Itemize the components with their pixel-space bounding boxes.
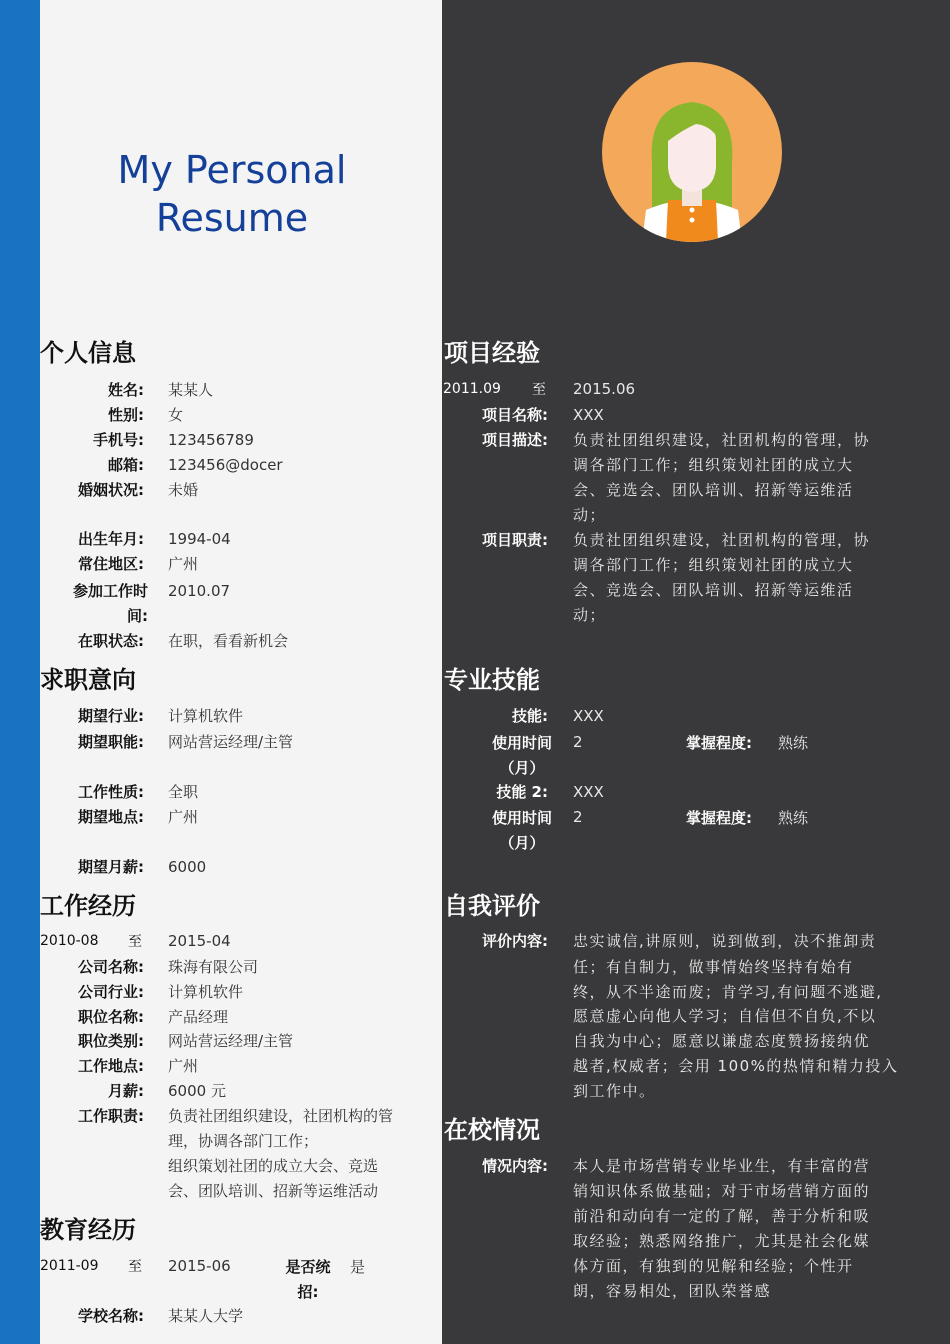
field-value: 网站营运经理/主管 <box>168 733 294 751</box>
field-value: 广州 <box>168 808 199 826</box>
field-value: 网站营运经理/主管 <box>168 1032 294 1050</box>
field-label: 月薪: <box>108 1082 144 1100</box>
edu-date-separator: 至 <box>128 1259 142 1275</box>
field-value: 广州 <box>168 1057 199 1075</box>
eval-line: 终，从不半途而废；肯学习,有问题不逃避, <box>573 983 883 1001</box>
duty-line: 动； <box>573 606 607 624</box>
field-label: 公司行业: <box>78 983 144 1001</box>
work-end-date: 2015-04 <box>168 932 231 950</box>
field-value: 2010.07 <box>168 582 231 600</box>
duty-line: 会、团队培训、招新等运维活动 <box>168 1182 379 1200</box>
campus-line: 前沿和动向有一定的了解，善于分析和吸 <box>573 1207 871 1225</box>
field-label: 性别: <box>108 406 144 424</box>
project-date-separator: 至 <box>532 382 546 398</box>
eval-line: 到工作中。 <box>573 1082 656 1100</box>
field-value: 全职 <box>168 783 199 801</box>
skill-level-value: 熟练 <box>778 809 809 827</box>
field-label: 出生年月: <box>78 530 144 548</box>
field-label: 常住地区: <box>78 555 144 573</box>
skill-time-value: 2 <box>573 733 583 751</box>
field-value: 女 <box>168 406 184 424</box>
skill-level-label: 掌握程度: <box>686 734 752 752</box>
field-label: 邮箱: <box>108 456 144 474</box>
campus-line: 体方面，有独到的见解和经验；个性开 <box>573 1257 854 1275</box>
field-label: 工作性质: <box>78 783 144 801</box>
eval-line: 自我为中心；愿意以谦虚态度赞扬接纳优 <box>573 1032 871 1050</box>
section-heading-work-experience: 工作经历 <box>40 892 136 920</box>
field-value: 1994-04 <box>168 530 231 548</box>
desc-line: 动； <box>573 506 607 524</box>
eval-line: 越者,权威者；会用 100%的热情和精力投入 <box>573 1057 899 1075</box>
skill-time-label: 使用时间（月） <box>491 809 552 852</box>
section-heading-education: 教育经历 <box>40 1216 136 1244</box>
field-label: 期望月薪: <box>78 858 144 876</box>
field-value: 6000 <box>168 858 207 876</box>
field-label: 期望行业: <box>78 707 144 725</box>
skill-level-label: 掌握程度: <box>686 809 752 827</box>
skill-level-value: 熟练 <box>778 734 809 752</box>
field-value: 未婚 <box>168 481 199 499</box>
duty-line: 负责社团组织建设，社团机构的管 <box>168 1107 394 1125</box>
section-heading-self-evaluation: 自我评价 <box>444 892 540 920</box>
field-label: 姓名: <box>108 381 144 399</box>
desc-line: 会、竞选会、团队培训、招新等运维活 <box>573 481 854 499</box>
edu-start-date: 2011-09 <box>40 1258 99 1274</box>
project-start-date: 2011.09 <box>443 381 501 397</box>
field-label: 手机号: <box>93 431 144 449</box>
field-value: 计算机软件 <box>168 983 244 1001</box>
field-label: 工作地点: <box>78 1057 144 1075</box>
field-label: 学校名称: <box>78 1307 144 1325</box>
field-label: 评价内容: <box>482 932 548 950</box>
field-label: 在职状态: <box>78 632 144 650</box>
skill-time-label: 使用时间（月） <box>491 734 552 777</box>
skill-label: 技能: <box>512 707 548 725</box>
field-label: 职位类别: <box>78 1032 144 1050</box>
field-value: XXX <box>573 406 604 424</box>
skill-time-value: 2 <box>573 808 583 826</box>
field-label: 项目名称: <box>482 406 548 424</box>
work-date-separator: 至 <box>128 934 142 950</box>
duty-line: 组织策划社团的成立大会、竞选 <box>168 1157 379 1175</box>
section-heading-personal-info: 个人信息 <box>40 339 136 367</box>
field-value: 123456@docer <box>168 456 283 474</box>
desc-line: 负责社团组织建设，社团机构的管理，协 <box>573 431 871 449</box>
girl-avatar-icon <box>602 62 782 242</box>
duty-line: 调各部门工作；组织策划社团的成立大 <box>573 556 854 574</box>
field-label: 期望地点: <box>78 808 144 826</box>
field-value: 某某人大学 <box>168 1307 244 1325</box>
field-value: 计算机软件 <box>168 707 244 725</box>
eval-line: 愿意虚心向他人学习；自信但不自负,不以 <box>573 1007 877 1025</box>
campus-line: 销知识体系做基础；对于市场营销方面的 <box>573 1182 871 1200</box>
section-heading-projects: 项目经验 <box>444 339 540 367</box>
field-label: 项目描述: <box>482 431 548 449</box>
field-value: 6000 元 <box>168 1082 226 1100</box>
field-value: 珠海有限公司 <box>168 958 259 976</box>
field-value: 123456789 <box>168 431 254 449</box>
accent-strip <box>0 0 40 1344</box>
field-value: 某某人 <box>168 381 214 399</box>
work-start-date: 2010-08 <box>40 933 99 949</box>
section-heading-job-intention: 求职意向 <box>40 666 136 694</box>
field-label: 职位名称: <box>78 1008 144 1026</box>
field-value: 广州 <box>168 555 199 573</box>
field-value: 在职，看看新机会 <box>168 632 289 650</box>
skill-label: 技能 2: <box>496 783 548 801</box>
skill-value: XXX <box>573 783 604 801</box>
campus-line: 本人是市场营销专业毕业生，有丰富的营 <box>573 1157 871 1175</box>
eval-line: 任；有自制力，做事情始终坚持有始有 <box>573 958 854 976</box>
field-label: 期望职能: <box>78 733 144 751</box>
field-label: 情况内容: <box>482 1157 548 1175</box>
duty-line: 会、竞选会、团队培训、招新等运维活 <box>573 581 854 599</box>
skill-value: XXX <box>573 707 604 725</box>
section-heading-campus: 在校情况 <box>444 1116 540 1144</box>
field-label: 参加工作时间: <box>72 582 148 625</box>
edu-end-date: 2015-06 <box>168 1257 231 1275</box>
eval-line: 忠实诚信,讲原则，说到做到，决不推卸责 <box>573 932 877 950</box>
campus-line: 取经验；熟悉网络推广，尤其是社会化媒 <box>573 1232 871 1250</box>
field-label: 婚姻状况: <box>78 481 144 499</box>
field-label: 公司名称: <box>78 958 144 976</box>
project-end-date: 2015.06 <box>573 380 636 398</box>
unified-value: 是 <box>350 1258 366 1276</box>
unified-label: 是否统招: <box>285 1258 331 1301</box>
field-value: 产品经理 <box>168 1008 229 1026</box>
section-heading-skills: 专业技能 <box>444 666 540 694</box>
resume-title: My Personal Resume <box>117 148 347 240</box>
field-label: 项目职责: <box>482 531 548 549</box>
desc-line: 调各部门工作；组织策划社团的成立大 <box>573 456 854 474</box>
duty-line: 负责社团组织建设，社团机构的管理，协 <box>573 531 871 549</box>
field-label: 工作职责: <box>78 1107 144 1125</box>
campus-line: 朗，容易相处，团队荣誉感 <box>573 1282 772 1300</box>
duty-line: 理，协调各部门工作； <box>168 1132 319 1150</box>
